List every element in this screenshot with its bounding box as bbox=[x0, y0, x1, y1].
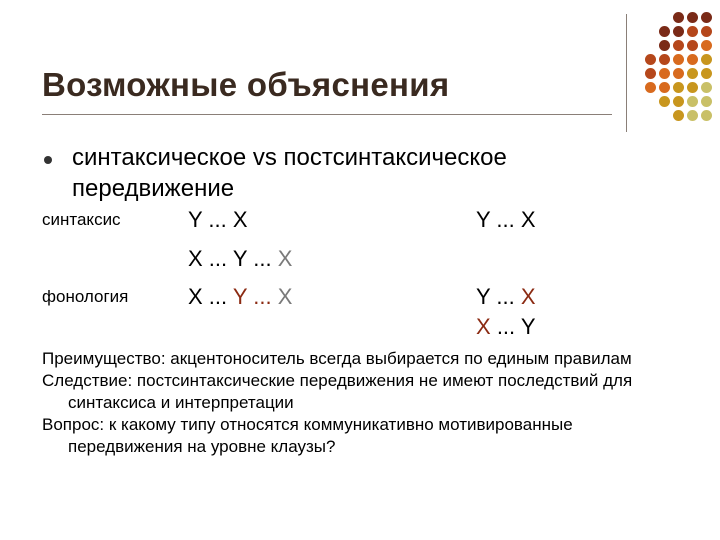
decorative-dot bbox=[687, 12, 698, 23]
decorative-dot bbox=[659, 82, 670, 93]
decorative-dot bbox=[687, 96, 698, 107]
decorative-dot bbox=[701, 82, 712, 93]
cell-part-red: Y ... bbox=[232, 284, 272, 309]
decorative-dot bbox=[673, 96, 684, 107]
decorative-dot bbox=[645, 82, 656, 93]
vertical-divider bbox=[626, 14, 627, 132]
cell-part-gray: X bbox=[277, 246, 293, 271]
note-advantage: Преимущество: акцентоноситель всегда выбирается по единым правилам bbox=[42, 349, 632, 368]
decorative-dot bbox=[701, 26, 712, 37]
decorative-dot bbox=[645, 68, 656, 79]
decorative-dot bbox=[659, 40, 670, 51]
decorative-dot bbox=[701, 12, 712, 23]
cell-part: X ... bbox=[188, 284, 228, 309]
notes-block bbox=[42, 348, 682, 458]
bullet-line-2: передвижение bbox=[72, 175, 235, 202]
decorative-dot bbox=[659, 96, 670, 107]
cell-part: X ... Y ... bbox=[188, 246, 272, 271]
row-label-phonology: фонология bbox=[42, 287, 129, 306]
decorative-dot bbox=[645, 54, 656, 65]
cell-part-red: X bbox=[476, 314, 491, 339]
cell-part-red: X bbox=[520, 284, 536, 309]
note-consequence: Следствие: постсинтаксические передвижения не имеют последствий для синтаксиса и интерпретации bbox=[42, 371, 633, 412]
syntax-right-order: Y ... X bbox=[476, 207, 536, 232]
decorative-dot bbox=[673, 40, 684, 51]
phonology-right-order-2 bbox=[476, 314, 536, 340]
decorative-dot bbox=[659, 68, 670, 79]
bullet-icon bbox=[44, 156, 52, 164]
decorative-dot bbox=[673, 82, 684, 93]
phonology-left-order bbox=[188, 284, 292, 310]
decorative-dot bbox=[673, 54, 684, 65]
decorative-dot bbox=[659, 26, 670, 37]
cell-part-gray: X bbox=[277, 284, 293, 309]
decorative-dot bbox=[687, 54, 698, 65]
bullet-line-1: синтаксическое vs постсинтаксическое bbox=[72, 144, 507, 171]
syntax-left-order: Y ... X bbox=[188, 207, 248, 232]
decorative-dot bbox=[687, 40, 698, 51]
cell-part: ... Y bbox=[496, 314, 536, 339]
title-underline bbox=[42, 114, 612, 115]
decorative-dot bbox=[701, 96, 712, 107]
decorative-dot bbox=[687, 82, 698, 93]
syntax-left-order-2 bbox=[188, 246, 292, 272]
bullet-text bbox=[72, 142, 632, 204]
row-label-syntax: синтаксис bbox=[42, 210, 121, 229]
decorative-dot bbox=[687, 110, 698, 121]
decorative-dot bbox=[673, 26, 684, 37]
note-question: Вопрос: к какому типу относятся коммуникативно мотивированные передвижения на уровне клаузы? bbox=[42, 415, 573, 456]
decorative-dot bbox=[701, 54, 712, 65]
decorative-dot bbox=[673, 12, 684, 23]
decorative-dot bbox=[673, 110, 684, 121]
decorative-dot bbox=[673, 68, 684, 79]
cell-part: Y ... bbox=[476, 284, 515, 309]
decorative-dot bbox=[701, 110, 712, 121]
decorative-dot bbox=[687, 68, 698, 79]
phonology-right-order bbox=[476, 284, 536, 310]
decorative-dot bbox=[659, 54, 670, 65]
decorative-dot bbox=[701, 68, 712, 79]
decorative-dot bbox=[687, 26, 698, 37]
page-title: Возможные объяснения bbox=[42, 66, 450, 103]
decorative-dot bbox=[701, 40, 712, 51]
